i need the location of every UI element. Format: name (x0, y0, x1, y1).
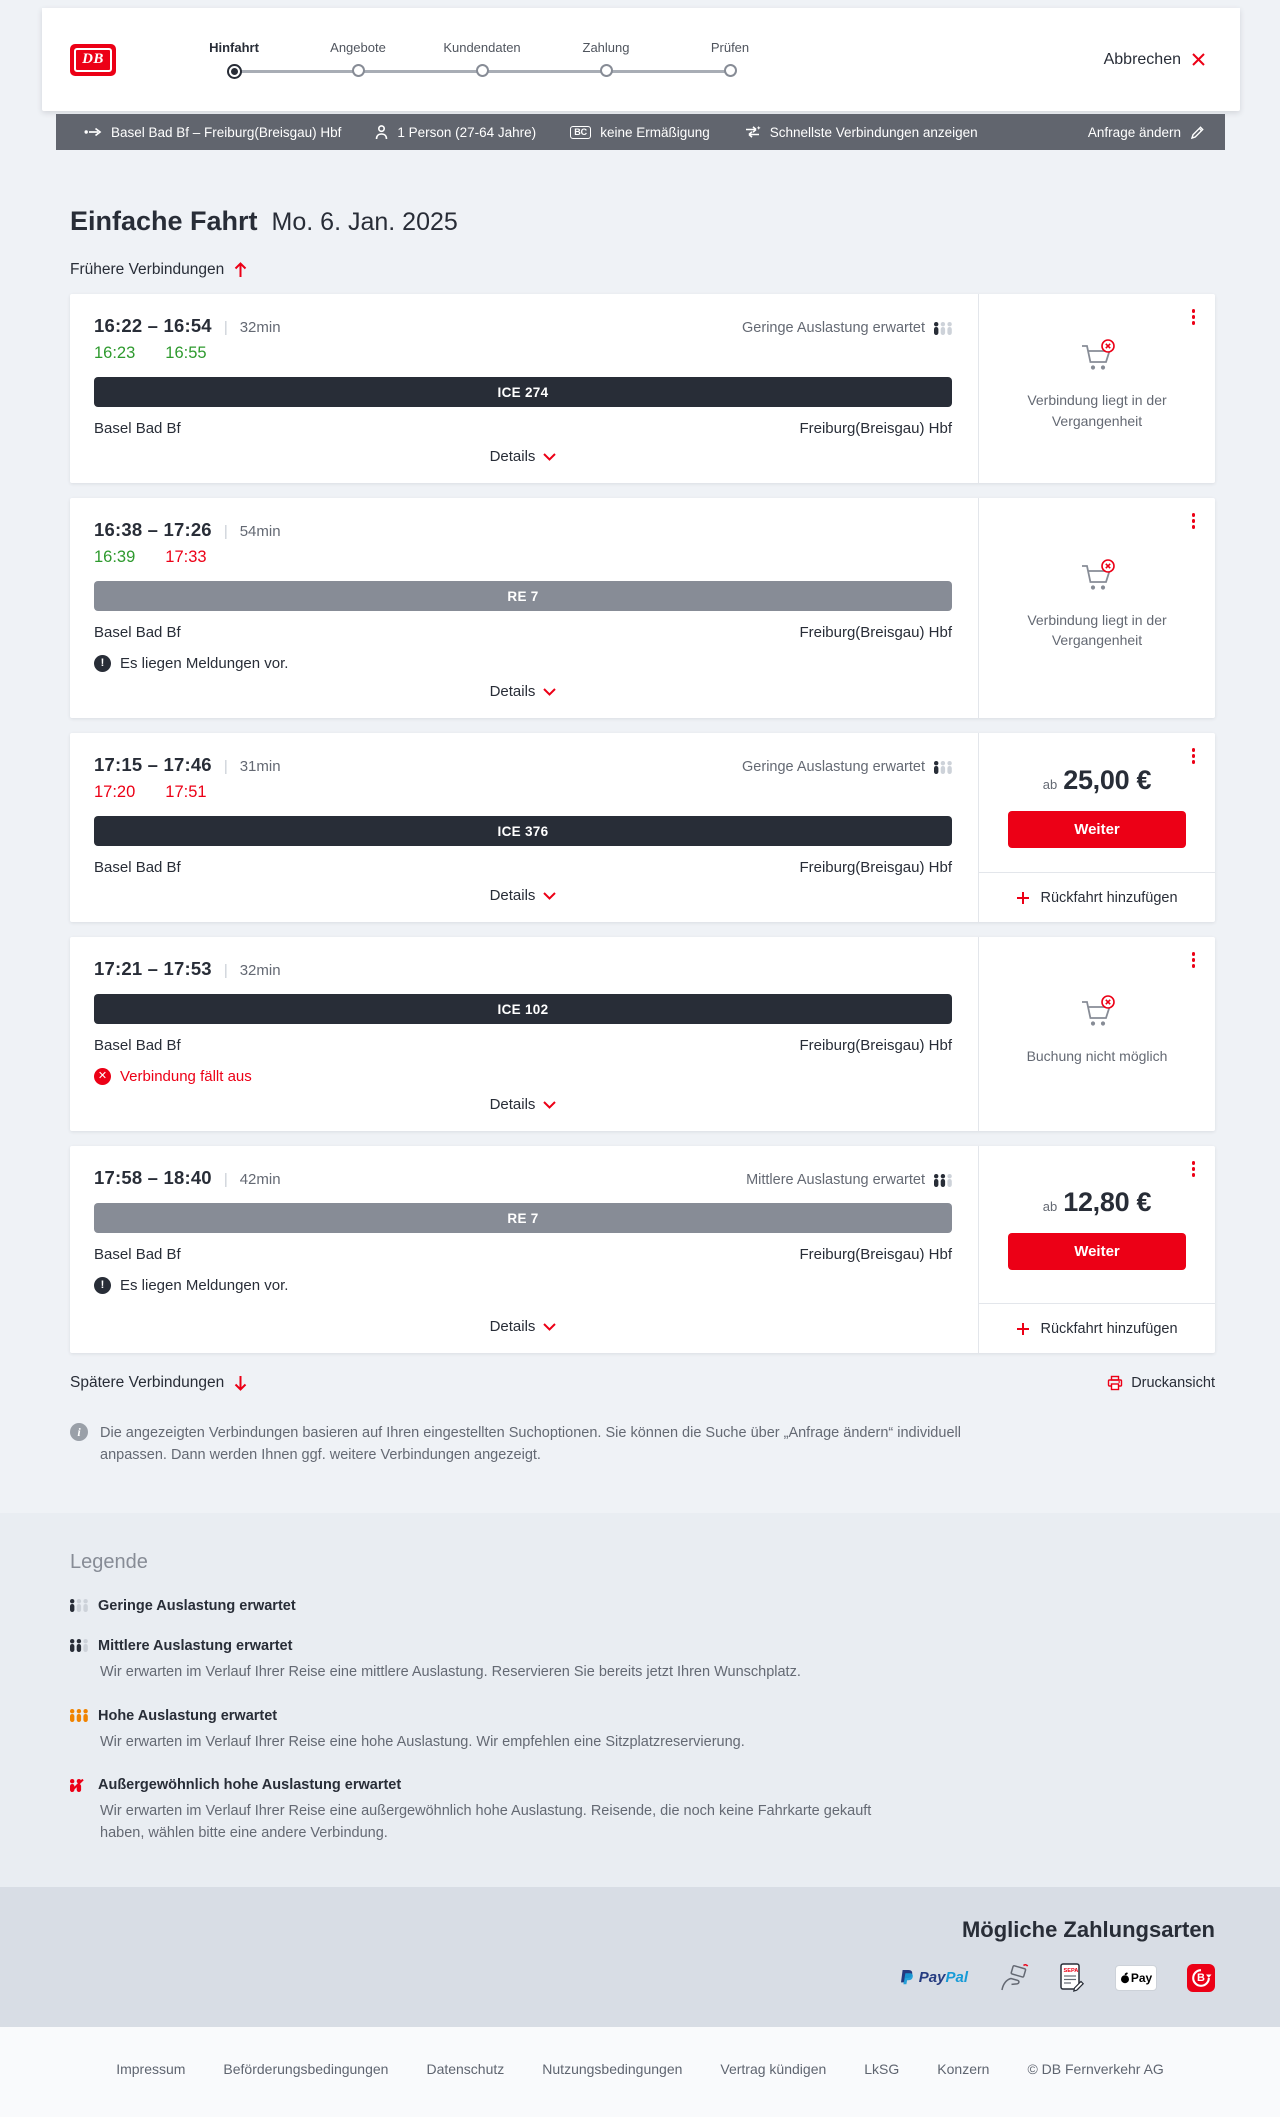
add-return-label: Rückfahrt hinzufügen (1040, 889, 1178, 906)
page-footer (0, 2027, 1280, 2117)
legend-item-high (70, 1708, 1210, 1754)
price-prefix: ab (1042, 777, 1058, 792)
payments-section (0, 1887, 1280, 2027)
footer-link-datenschutz[interactable]: Datenschutz (426, 2060, 505, 2077)
connection-main: 17:15 – 17:46 | 31min Geringe Auslastung erwartet 17:20 17:51 ICE 376 Basel Bad Bf Freiburg(Breisgau) Hbf Details (94, 754, 952, 904)
train-label-bar (94, 816, 952, 846)
panel-status-text: Verbindung liegt in der Vergangenheit (1027, 392, 1167, 429)
footer-link-nutzungsbedingungen[interactable]: Nutzungsbedingungen (542, 2060, 683, 2077)
plus-icon (1016, 891, 1030, 905)
chevron-down-icon (543, 1323, 556, 1331)
connection-main: 17:21 – 17:53 | 32min ICE 102 Basel Bad Bf Freiburg(Breisgau) Hbf ✕ Verbindung fällt aus Details (94, 958, 952, 1113)
print-view-label: Druckansicht (1131, 1375, 1215, 1391)
chevron-down-icon (543, 892, 556, 900)
arrival-station: Freiburg(Breisgau) Hbf (799, 859, 952, 876)
progress-steps (172, 40, 792, 79)
occupancy-label: Geringe Auslastung erwartet (742, 320, 925, 336)
train-number: ICE 274 (497, 384, 549, 400)
add-return-label: Rückfahrt hinzufügen (1040, 1320, 1178, 1337)
legend-description: Wir erwarten im Verlauf Ihrer Reise eine hohe Auslastung. Wir empfehlen eine Sitzplatzreservierung. (100, 1733, 745, 1750)
real-time-departure: 16:39 (94, 548, 136, 566)
legend-item-medium (70, 1638, 1210, 1684)
price: 25,00 € (1063, 765, 1152, 795)
bahncard-icon: BC (570, 126, 591, 139)
legend-label-text: Hohe Auslastung erwartet (98, 1707, 278, 1724)
details-label: Details (489, 1318, 536, 1335)
booking-panel (978, 937, 1215, 1131)
occupancy-low-icon (934, 322, 952, 335)
fastest-connections-icon (744, 125, 761, 139)
price-prefix: ab (1042, 1199, 1058, 1214)
departure-station: Basel Bad Bf (94, 1246, 181, 1263)
connection-main: 16:38 – 17:26 | 54min 16:39 17:33 RE 7 Basel Bad Bf Freiburg(Breisgau) Hbf ! Es liegen Meldungen vor. Details (94, 519, 952, 700)
arrival-station: Freiburg(Breisgau) Hbf (799, 1246, 952, 1263)
time-range: 17:21 – 17:53 (94, 958, 212, 979)
duration: 31min (239, 758, 281, 775)
change-request-label: Anfrage ändern (1087, 124, 1181, 140)
earlier-connections-link[interactable] (70, 261, 247, 279)
credit-card-hand-icon (998, 1963, 1030, 1993)
train-number: ICE 376 (497, 823, 549, 839)
legend-label-text: Geringe Auslastung erwartet (98, 1597, 296, 1614)
details-toggle[interactable] (490, 1096, 557, 1113)
train-label-bar (94, 1203, 952, 1233)
details-label: Details (489, 448, 536, 465)
step-dot (476, 64, 489, 77)
time-range: 17:58 – 18:40 (94, 1167, 212, 1188)
paypal-mark-icon (900, 1969, 914, 1986)
duration: 32min (239, 319, 281, 336)
search-summary-bar (56, 114, 1225, 150)
train-number: RE 7 (507, 588, 539, 604)
db-voucher-icon: B (1187, 1964, 1215, 1992)
apple-logo-icon (1120, 1972, 1130, 1984)
footer-link-vertrag-kuendigen[interactable]: Vertrag kündigen (720, 2060, 827, 2077)
booking-panel (978, 1146, 1215, 1353)
step-dot (352, 64, 365, 77)
message-text: Es liegen Meldungen vor. (120, 655, 289, 672)
details-toggle[interactable] (490, 683, 557, 700)
train-number: RE 7 (507, 1210, 539, 1226)
db-logo[interactable] (70, 44, 116, 76)
paypal-icon: PayPal (900, 1969, 968, 1986)
departure-station: Basel Bad Bf (94, 859, 181, 876)
occupancy-label: Geringe Auslastung erwartet (742, 759, 925, 775)
details-toggle[interactable] (490, 887, 557, 904)
apple-pay-icon: Pay (1115, 1965, 1157, 1991)
payments-title: Mögliche Zahlungsarten (961, 1916, 1215, 1942)
legend-label-text: Außergewöhnlich hohe Auslastung erwartet (98, 1777, 402, 1794)
cart-unavailable-icon (1076, 558, 1118, 596)
step-dot (600, 64, 613, 77)
continue-button[interactable]: Weiter (1008, 811, 1186, 848)
booking-panel (978, 733, 1215, 922)
details-toggle[interactable] (490, 1318, 557, 1335)
options-menu-button[interactable] (1189, 949, 1199, 971)
details-label: Details (489, 1096, 536, 1113)
step-zahlung (544, 40, 668, 79)
arrow-down-icon (234, 1375, 247, 1391)
search-options-note-text: Die angezeigten Verbindungen basieren auf Ihren eingestellten Suchoptionen. Sie können die Suche über „Anfrage ändern“ individuell anpassen. Dann werden Ihnen ggf. weitere Verbindungen angezeigt. (100, 1425, 961, 1464)
cart-unavailable-icon (1076, 994, 1118, 1032)
occupancy-medium-icon (70, 1639, 88, 1652)
time-range: 16:22 – 16:54 (94, 315, 212, 336)
step-label: Angebote (330, 40, 386, 55)
options-menu-button[interactable] (1189, 745, 1199, 767)
journey-date: Mo. 6. Jan. 2025 (271, 208, 458, 236)
step-label: Zahlung (582, 40, 630, 55)
departure-station: Basel Bad Bf (94, 1037, 181, 1054)
print-view-link[interactable] (1107, 1375, 1215, 1391)
connection-card (70, 733, 1215, 922)
svg-text:SEPA: SEPA (1063, 1967, 1079, 1974)
change-request-button[interactable] (1088, 125, 1205, 140)
step-label: Kundendaten (443, 40, 521, 55)
fastest-connections-toggle[interactable] (744, 125, 978, 140)
add-return-button[interactable] (979, 872, 1215, 922)
later-connections-link[interactable] (70, 1374, 247, 1392)
booking-panel (978, 498, 1215, 718)
message-text: Es liegen Meldungen vor. (120, 1277, 289, 1294)
passengers-text: 1 Person (27-64 Jahre) (397, 124, 537, 140)
legend-label-text: Mittlere Auslastung erwartet (98, 1637, 293, 1654)
connection-card (70, 1146, 1215, 1353)
db-logo-text: DB (74, 48, 112, 72)
connection-message (94, 1068, 952, 1085)
duration: 54min (239, 523, 281, 540)
discount-summary (570, 125, 710, 140)
warning-icon: ! (94, 1277, 111, 1294)
departure-station: Basel Bad Bf (94, 624, 181, 641)
legend-section (0, 1513, 1280, 1887)
add-return-button[interactable] (979, 1303, 1215, 1353)
connection-message (94, 1277, 952, 1294)
connection-main: 16:22 – 16:54 | 32min Geringe Auslastung erwartet 16:23 16:55 ICE 274 Basel Bad Bf Freiburg(Breisgau) Hbf Details (94, 315, 952, 465)
step-dot-active (227, 64, 242, 79)
details-toggle[interactable] (490, 448, 557, 465)
occupancy-medium-icon (934, 1174, 952, 1187)
occupancy-indicator (742, 759, 952, 775)
earlier-connections-label: Frühere Verbindungen (70, 261, 225, 278)
discount-text: keine Ermäßigung (600, 124, 710, 140)
footer-link-befoerderungsbedingungen[interactable]: Beförderungsbedingungen (223, 2060, 389, 2077)
step-angebote (296, 40, 420, 79)
checkout-header (42, 8, 1240, 111)
route-text: Basel Bad Bf – Freiburg(Breisgau) Hbf (111, 124, 342, 140)
legend-description: Wir erwarten im Verlauf Ihrer Reise eine außergewöhnlich hohe Auslastung. Reisende, die noch keine Fahrkarte gekauft haben, wählen bitte eine andere Verbindung. (100, 1803, 872, 1842)
passengers-summary (375, 125, 536, 140)
occupancy-label: Mittlere Auslastung erwartet (746, 1172, 925, 1188)
payment-methods (900, 1963, 1215, 1993)
continue-button[interactable]: Weiter (1008, 1233, 1186, 1270)
occupancy-low-icon (70, 1599, 88, 1612)
options-menu-button[interactable] (1189, 510, 1199, 532)
journey-type-title: Einfache Fahrt (70, 206, 258, 236)
pencil-icon (1190, 125, 1205, 140)
step-hinfahrt (172, 40, 296, 79)
arrow-up-icon (234, 262, 247, 278)
step-dot (724, 64, 737, 77)
occupancy-indicator (742, 320, 952, 336)
time-range: 17:15 – 17:46 (94, 754, 212, 775)
route-arrow-icon (84, 126, 102, 138)
page-title (70, 150, 1215, 237)
departure-station: Basel Bad Bf (94, 420, 181, 437)
occupancy-high-icon (70, 1709, 88, 1722)
connection-main: 17:58 – 18:40 | 42min Mittlere Auslastung erwartet RE 7 Basel Bad Bf Freiburg(Breisgau) Hbf ! Es liegen Meldungen vor. Details (94, 1167, 952, 1335)
step-label: Prüfen (710, 40, 750, 55)
train-number: ICE 102 (497, 1001, 549, 1017)
cancelled-icon: ✕ (94, 1068, 111, 1085)
footer-link-impressum[interactable]: Impressum (116, 2060, 186, 2077)
real-time-arrival: 17:33 (165, 548, 207, 566)
panel-status-text: Buchung nicht möglich (1026, 1047, 1168, 1064)
route-summary (84, 125, 341, 140)
connection-message (94, 655, 952, 672)
footer-link-konzern[interactable]: Konzern (937, 2060, 990, 2077)
occupancy-exceptional-icon (70, 1779, 88, 1792)
legend-item-exceptional (70, 1777, 1210, 1845)
options-menu-button[interactable] (1189, 1158, 1199, 1180)
later-connections-label: Spätere Verbindungen (70, 1374, 225, 1391)
details-label: Details (489, 887, 536, 904)
copyright: © DB Fernverkehr AG (1027, 2060, 1164, 2077)
real-time-arrival: 17:51 (165, 783, 207, 801)
connection-card (70, 498, 1215, 718)
connection-card (70, 294, 1215, 483)
legend-title: Legende (70, 1550, 148, 1573)
occupancy-indicator (746, 1172, 952, 1188)
booking-panel (978, 294, 1215, 483)
real-time-departure: 17:20 (94, 783, 136, 801)
duration: 42min (239, 1171, 281, 1188)
real-time-arrival: 16:55 (165, 344, 207, 362)
price: 12,80 € (1063, 1187, 1152, 1217)
plus-icon (1016, 1322, 1030, 1336)
info-icon: i (70, 1423, 88, 1441)
arrival-station: Freiburg(Breisgau) Hbf (799, 624, 952, 641)
chevron-down-icon (543, 453, 556, 461)
results-section (70, 150, 1215, 1467)
duration: 32min (239, 962, 281, 979)
warning-icon: ! (94, 655, 111, 672)
fastest-connections-label: Schnellste Verbindungen anzeigen (769, 124, 978, 140)
real-time-departure: 16:23 (94, 344, 136, 362)
options-menu-button[interactable] (1189, 306, 1199, 328)
train-label-bar (94, 581, 952, 611)
cart-unavailable-icon (1076, 338, 1118, 376)
legend-description: Wir erwarten im Verlauf Ihrer Reise eine mittlere Auslastung. Reservieren Sie bereits jetzt Ihren Wunschplatz. (100, 1663, 801, 1680)
step-kundendaten (420, 40, 544, 79)
chevron-down-icon (543, 1101, 556, 1109)
details-label: Details (489, 683, 536, 700)
step-pruefen (668, 40, 792, 79)
arrival-station: Freiburg(Breisgau) Hbf (799, 1037, 952, 1054)
panel-status-text: Verbindung liegt in der Vergangenheit (1027, 611, 1167, 648)
footer-link-lksg[interactable]: LkSG (864, 2060, 900, 2077)
train-label-bar (94, 994, 952, 1024)
printer-icon (1107, 1375, 1123, 1391)
cancel-button[interactable] (1104, 51, 1206, 69)
chevron-down-icon (543, 688, 556, 696)
cancel-label: Abbrechen (1103, 50, 1181, 68)
arrival-station: Freiburg(Breisgau) Hbf (799, 420, 952, 437)
message-text: Verbindung fällt aus (120, 1068, 252, 1085)
sepa-direct-debit-icon (1060, 1963, 1085, 1993)
connection-card (70, 937, 1215, 1131)
occupancy-low-icon (934, 761, 952, 774)
person-icon (375, 125, 388, 140)
search-options-note (70, 1422, 1000, 1467)
time-range: 16:38 – 17:26 (94, 519, 212, 540)
footer-links (0, 2061, 1280, 2077)
train-label-bar (94, 377, 952, 407)
legend-item-low (70, 1598, 1210, 1614)
step-label: Hinfahrt (209, 40, 259, 55)
close-icon (1191, 52, 1206, 67)
